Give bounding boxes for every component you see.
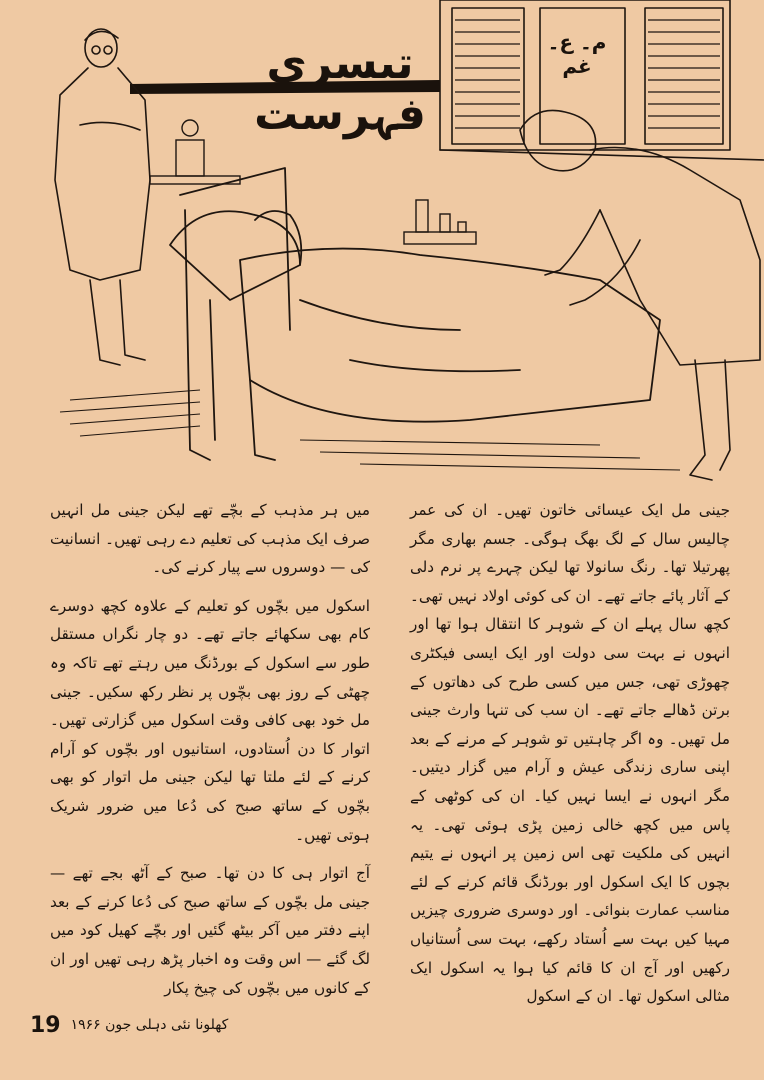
paragraph: میں ہر مذہب کے بچّے تھے لیکن جینی مل انہیں صرف ایک مذہب کی تعلیم دے رہی تھیں۔ انسانیت کی — دوسروں سے پیار کرنے کی۔	[50, 501, 370, 577]
paragraph: جینی مل ایک عیسائی خاتون تھیں۔ ان کی عمر چالیس سال کے لگ بھگ ہوگی۔ جسم بھاری مگر پھرتیلا تھا۔ رنگ سانولا تھا لیکن چہرے پر نرم دلی کے آثار پائے جاتے تھے۔ ان کی کوئی اولاد نہیں تھی۔ کچھ سال پہلے ان کے شوہر کا انتقال ہوا تھا اور انہوں نے بہت سی دولت اور ایک ایسی فیکٹری چھوڑی تھی، جس میں کسی طرح کی دھاتوں کے برتن ڈھالے جاتے تھے۔ ان سب کی تنہا وارث جینی مل تھیں۔ وہ اگر چاہتیں تو شوہر کے مرنے کے بعد اپنی ساری زندگی عیش و آرام میں گزار دیتیں۔ مگر انہوں نے ایسا نہیں کیا۔ ان کی کوٹھی کے پاس میں کچھ خالی زمین پڑی ہوئی تھی۔ یہ انہیں کی ملکیت تھی اس زمین پر انہوں نے یتیم بچوں کا ایک اسکول اور بورڈنگ قائم کرنے کے لئے مناسب عمارت بنوائی۔ اور دوسری ضروری چیزیں مہیا کیں بہت سے اُستاد رکھے، بہت سی اُستانیاں رکھیں اور آج ان کا قائم کیا ہوا یہ اسکول ایک مثالی اسکول تھا۔ ان کے اسکول	[410, 501, 730, 1006]
right-text-column	[410, 496, 730, 1006]
left-text-column	[50, 496, 370, 996]
paragraph: اسکول میں بچّوں کو تعلیم کے علاوہ کچھ دوسرے کام بھی سکھائے جاتے تھے۔ دو چار نگراں مستقل طور سے اسکول کے بورڈنگ میں رہتے تھے تاکہ وہ چھٹی کے روز بھی بچّوں پر نظر رکھ سکیں۔ جینی مل خود بھی کافی وقت اسکول میں گزارتی تھیں۔ اتوار کا دن اُستادوں، استانیوں اور بچّوں کو آرام کرنے کے لئے ملتا تھا لیکن جینی مل اتوار کو بھی بچّوں کے ساتھ صبح کی دُعا میں ضرور شریک ہوتی تھیں۔	[50, 596, 370, 844]
page-number: 19	[30, 1012, 61, 1038]
story-title: تیسری فہرست	[254, 38, 426, 140]
story-author: م۔ ع۔ غم	[547, 30, 607, 78]
page-footer	[30, 1008, 270, 1042]
publication-source: کھلونا نئی دہلی جون ۱۹۶۶	[70, 1017, 229, 1033]
paragraph: آج اتوار ہی کا دن تھا۔ صبح کے آٹھ بجے تھے — جینی مل بچّوں کے ساتھ صبح کی دُعا کرنے کے بعد اپنے دفتر میں آکر بیٹھ گئیں اور بچّے کھیل کود میں لگ گئے — اس وقت وہ اخبار پڑھ رہی تھیں اور ان کے کانوں میں بچّوں کی چیخ پکار	[50, 864, 370, 997]
